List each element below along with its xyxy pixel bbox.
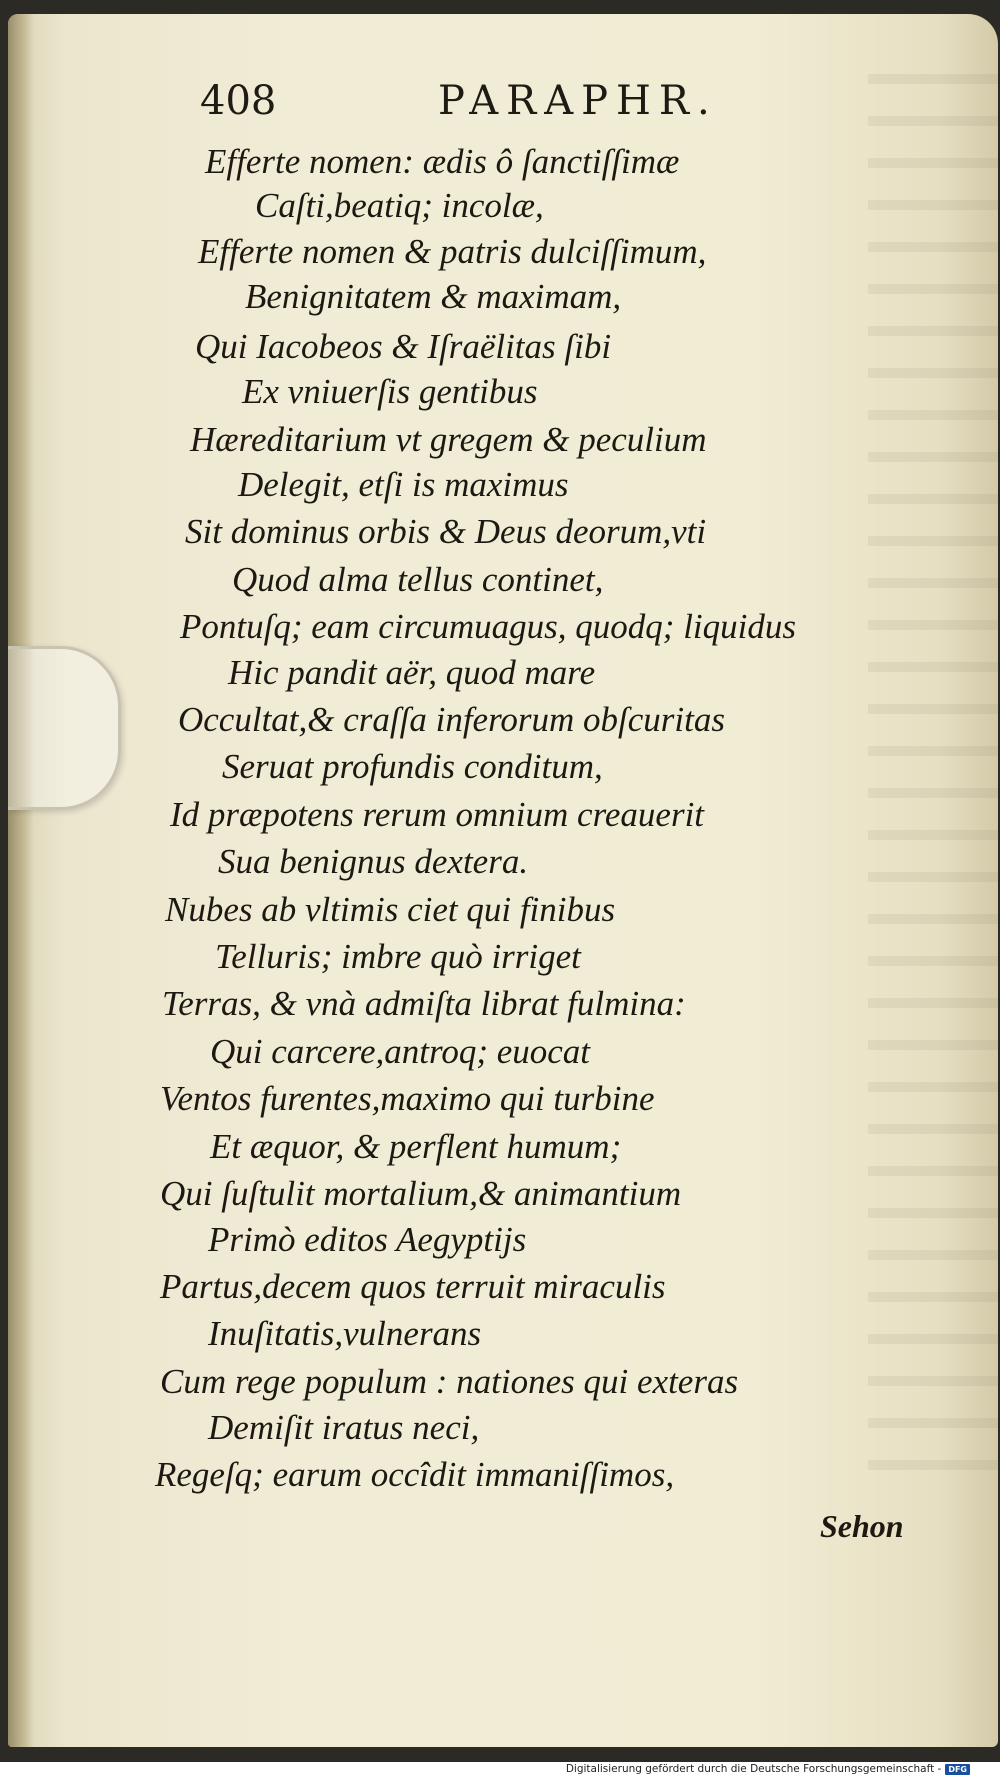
page-clip: [8, 646, 121, 810]
page-number: 408: [200, 78, 277, 124]
verse-line: Sua benignus dextera.: [218, 842, 529, 881]
verse-line: Seruat profundis conditum,: [222, 747, 603, 786]
verse-line: Id præpotens rerum omnium creauerit: [170, 795, 705, 834]
verse-line: Telluris; imbre quò irriget: [215, 937, 581, 976]
verse-line: Sit dominus orbis & Deus deorum,vti: [185, 512, 707, 551]
verse-line: Hæreditarium vt gregem & peculium: [190, 420, 707, 459]
verse-line: Et æquor, & perflent humum;: [210, 1127, 622, 1166]
verse-line: Hic pandit aër, quod mare: [228, 653, 596, 692]
verse-line: Efferte nomen & patris dulciſſimum,: [198, 232, 707, 271]
verse-line: Occultat,& craſſa inferorum obſcuritas: [178, 700, 725, 739]
verse-line: Delegit, etſi is maximus: [238, 465, 569, 504]
verse-line: Qui carcere,antroq; euocat: [210, 1032, 591, 1071]
funding-footer: [566, 1762, 970, 1777]
verse-line: Qui ſuſtulit mortalium,& animantium: [160, 1174, 682, 1213]
verse-line: Pontuſq; eam circumuagus, quodq; liquidus: [180, 607, 797, 646]
verse-line: Ventos furentes,maximo qui turbine: [160, 1079, 655, 1118]
verse-line: Qui Iacobeos & Iſraëlitas ſibi: [195, 327, 612, 366]
verse-line: Regeſq; earum occîdit immaniſſimos,: [155, 1455, 675, 1494]
verse-line: Inuſitatis,vulnerans: [208, 1314, 482, 1353]
verse-line: Quod alma tellus continet,: [232, 560, 604, 599]
running-head: PARAPHR.: [438, 78, 718, 124]
verse-line: Cum rege populum : nationes qui exteras: [160, 1362, 739, 1401]
show-through-text: [868, 74, 998, 1474]
page-header: [200, 78, 800, 138]
page-edge-shadow: [8, 14, 34, 1747]
verse-line: Benignitatem & maximam,: [245, 277, 622, 316]
verse-line: Ex vniuerſis gentibus: [242, 372, 538, 411]
verse-line: Primò editos Aegyptijs: [208, 1220, 527, 1259]
dfg-logo: DFG: [945, 1764, 970, 1775]
verse-line: Partus,decem quos terruit miraculis: [160, 1267, 666, 1306]
verse-line: Caſti,beatiq; incolæ,: [255, 186, 544, 225]
verse-line: Efferte nomen: ædis ô ſanctiſſimæ: [205, 142, 680, 181]
funding-note: Digitalisierung gefördert durch die Deutsche Forschungsgemeinschaft -: [565, 1763, 942, 1775]
catchword: Sehon: [820, 1508, 904, 1544]
verse-line: Nubes ab vltimis ciet qui finibus: [165, 890, 616, 929]
verse-line: Terras, & vnà admiſta librat fulmina:: [162, 984, 686, 1023]
verse-line: Demiſit iratus neci,: [208, 1408, 480, 1447]
